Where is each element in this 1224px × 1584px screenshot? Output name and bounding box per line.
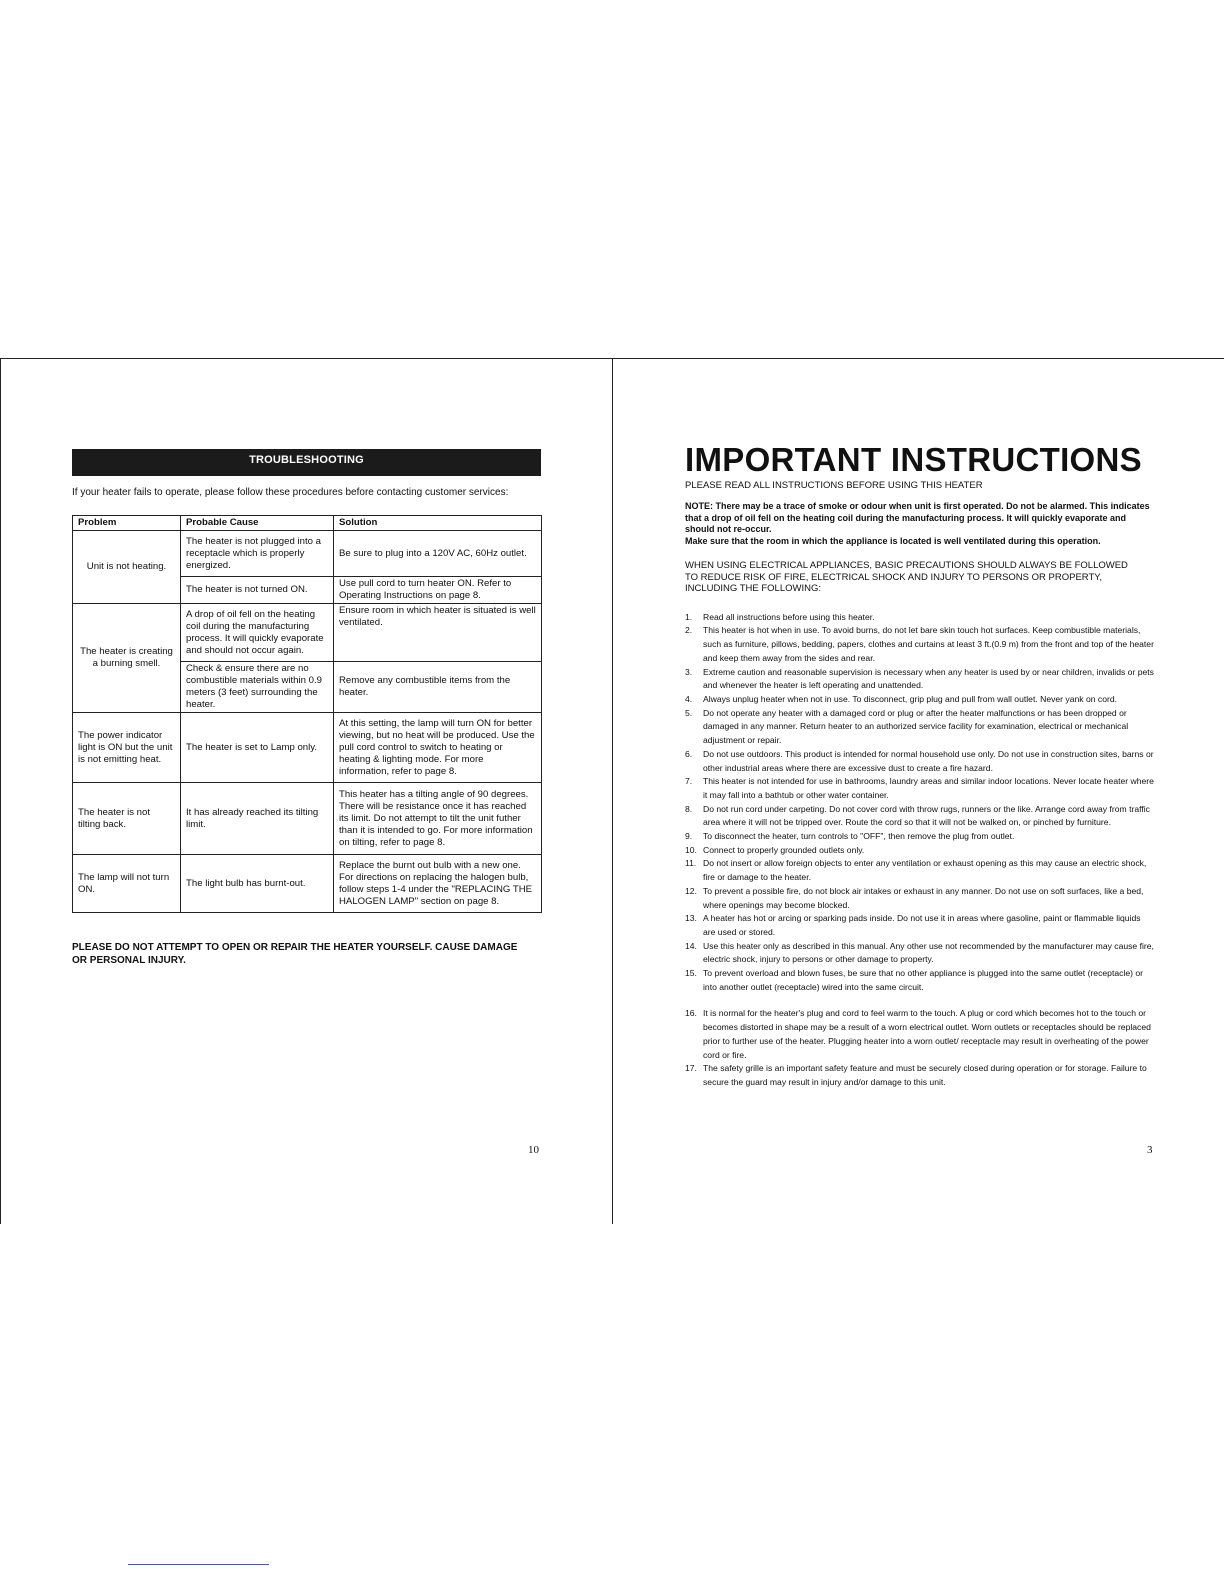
instructions-subtitle: PLEASE READ ALL INSTRUCTIONS BEFORE USING THIS HEATER <box>685 480 983 491</box>
list-item <box>685 1062 1155 1089</box>
list-item-text: Connect to properly grounded outlets only. <box>703 844 865 855</box>
list-item-text: Always unplug heater when not in use. To disconnect, grip plug and pull from wall outlet. Never yank on cord. <box>703 694 1118 704</box>
table-row <box>73 713 542 783</box>
problem-cell: Unit is not heating. <box>73 531 181 604</box>
list-item <box>685 624 1155 665</box>
safety-rules-list <box>685 611 1155 1090</box>
precaution-statement: WHEN USING ELECTRICAL APPLIANCES, BASIC PRECAUTIONS SHOULD ALWAYS BE FOLLOWED TO REDUCE RISK OF FIRE, ELECTRICAL SHOCK AND INJURY TO PERSONS OR PROPERTY, INCLUDING THE FOLLOWING: <box>685 560 1128 595</box>
problem-cell: The heater is creating a burning smell. <box>73 604 181 713</box>
troubleshooting-banner: TROUBLESHOOTING <box>72 449 541 476</box>
list-item-number: 15. <box>685 968 697 979</box>
list-item-number: 17. <box>685 1063 697 1074</box>
repair-warning: PLEASE DO NOT ATTEMPT TO OPEN OR REPAIR THE HEATER YOURSELF. CAUSE DAMAGE OR PERSONAL INJURY. <box>72 942 518 966</box>
table-header-row <box>73 516 542 531</box>
list-item <box>685 967 1155 994</box>
list-item-number: 12. <box>685 885 697 896</box>
list-item-text: To disconnect the heater, turn controls to "OFF", then remove the plug from outlet. <box>703 831 1015 842</box>
solution-cell: Remove any combustible items from the heater. <box>334 662 542 713</box>
list-item-number: 6. <box>685 748 693 759</box>
list-item <box>685 885 1155 912</box>
cause-cell: It has already reached its tilting limit. <box>181 783 334 855</box>
list-item <box>685 666 1155 693</box>
table-row <box>73 855 542 913</box>
troubleshooting-intro: If your heater fails to operate, please follow these procedures before contacting customer services: <box>72 487 509 498</box>
table-row <box>73 604 542 662</box>
header-cause: Probable Cause <box>181 516 334 531</box>
list-item-text: To prevent a possible fire, do not block air intakes or exhaust in any manner. Do not use on soft surfaces, like a bed, where openings may become blocked. <box>703 885 1144 910</box>
ventilation-note-text: Make sure that the room in which the appliance is located is well ventilated during this operation. <box>685 535 1101 546</box>
page-number-right: 3 <box>1147 1144 1153 1156</box>
solution-cell: Ensure room in which heater is situated is well ventilated. <box>334 604 542 662</box>
cause-cell: The light bulb has burnt-out. <box>181 855 334 913</box>
page-divider <box>612 358 613 1224</box>
list-item <box>685 844 1155 858</box>
list-item-text: It is normal for the heater's plug and cord to feel warm to the touch. A plug or cord which becomes hot to the touch or becomes distorted in shape may be a result of a worn electrical outlet. Worn outlets or receptacles should be replaced prior to further use of the heater. Plugging heater into a worn outlet/ receptacle may result in overheating of the power cord or fire. <box>703 1008 1151 1060</box>
problem-cell: The lamp will not turn ON. <box>73 855 181 913</box>
bottom-link-underline <box>128 1564 269 1565</box>
list-item-number: 13. <box>685 913 697 924</box>
smoke-note <box>685 501 1155 547</box>
list-item-text: To prevent overload and blown fuses, be sure that no other appliance is plugged into the same outlet (receptacle) or into another outlet (receptacle) wired into the same circuit. <box>703 968 1143 992</box>
list-item <box>685 707 1155 748</box>
solution-cell: This heater has a tilting angle of 90 degrees. There will be resistance once it has reached its limit. Do not attempt to tilt the unit futher than it is intended to go. For more information on tilting, refer to page 8. <box>334 783 542 855</box>
list-item-number: 5. <box>685 707 693 718</box>
list-item <box>685 693 1155 707</box>
list-item-number: 4. <box>685 694 693 704</box>
list-item-text: This heater is hot when in use. To avoid burns, do not let bare skin touch hot surfaces. Keep combustible materials, such as furniture, pillows, bedding, papers, clothes and curtains at least 3 ft.(0.9 m) from the front and top of the heater and keep them away from the sides and rear. <box>703 625 1154 663</box>
list-item <box>685 940 1155 967</box>
list-item-text: Extreme caution and reasonable supervision is necessary when any heater is used by or near children, invalids or pets and whenever the heater is left operating and unattended. <box>703 666 1154 691</box>
cause-cell: The heater is not turned ON. <box>181 577 334 604</box>
instructions-page <box>685 441 1155 1090</box>
solution-cell: Be sure to plug into a 120V AC, 60Hz outlet. <box>334 531 542 577</box>
list-item <box>685 748 1155 775</box>
header-solution: Solution <box>334 516 542 531</box>
left-page-border <box>0 358 1 1224</box>
list-item <box>685 857 1155 884</box>
list-item <box>685 830 1155 844</box>
cause-cell: The heater is not plugged into a receptacle which is properly energized. <box>181 531 334 577</box>
list-item-number: 8. <box>685 803 693 814</box>
header-problem: Problem <box>73 516 181 531</box>
list-item-text: Do not run cord under carpeting. Do not cover cord with throw rugs, runners or the like. Arrange cord away from traffic area where it will not be tripped over. Route the cord so that it will not be walked on, or pinched by furniture. <box>703 803 1150 828</box>
list-item-number: 3. <box>685 666 693 677</box>
problem-cell: The heater is not tilting back. <box>73 783 181 855</box>
list-item-number: 1. <box>685 611 693 622</box>
list-item-text: The safety grille is an important safety feature and must be securely closed during operation or for storage. Failure to secure the guard may result in injury and/or damage to this unit. <box>703 1063 1147 1087</box>
smoke-note-text: NOTE: There may be a trace of smoke or odour when unit is first operated. Do not be alarmed. This indicates that a drop of oil fell on the heating coil during the manufacturing process. It will quickly evaporate and should not re-occur. <box>685 501 1150 534</box>
list-item-number: 16. <box>685 1008 697 1019</box>
list-item-number: 10. <box>685 844 697 855</box>
table-row <box>73 531 542 577</box>
list-item <box>685 912 1155 939</box>
list-item-number: 14. <box>685 940 697 951</box>
page-number-left: 10 <box>528 1144 539 1156</box>
instructions-title: IMPORTANT INSTRUCTIONS <box>685 441 1142 478</box>
list-item-number: 7. <box>685 776 693 787</box>
list-item-text: Do not insert or allow foreign objects to enter any ventilation or exhaust opening as this may cause an electric shock, fire or damage to the heater. <box>703 858 1147 883</box>
problem-cell: The power indicator light is ON but the unit is not emitting heat. <box>73 713 181 783</box>
list-item-text: Do not operate any heater with a damaged cord or plug or after the heater malfunctions or has been dropped or damaged in any manner. Return heater to an authorized service facility for examination, electrical or mechanical adjustment or repair. <box>703 707 1129 746</box>
solution-cell: At this setting, the lamp will turn ON for better viewing, but no heat will be produced. Use the pull cord control to switch to heating or heating & lighting mode. For more information, refer to page 8. <box>334 713 542 783</box>
troubleshooting-table <box>72 515 542 913</box>
list-item <box>685 611 1155 625</box>
list-item-text: Do not use outdoors. This product is intended for normal household use only. Do not use in construction sites, barns or other industrial areas where there are excessive dust to create a fire hazard. <box>703 748 1154 773</box>
table-row <box>73 783 542 855</box>
solution-cell: Use pull cord to turn heater ON. Refer to Operating Instructions on page 8. <box>334 577 542 604</box>
list-item-text: Read all instructions before using this heater. <box>703 611 875 622</box>
cause-cell: Check & ensure there are no combustible materials within 0.9 meters (3 feet) surrounding the heater. <box>181 662 334 713</box>
list-item <box>685 1007 1155 1062</box>
solution-cell: Replace the burnt out bulb with a new one. For directions on replacing the halogen bulb, follow steps 1-4 under the "REPLACING THE HALOGEN LAMP" section on page 8. <box>334 855 542 913</box>
cause-cell: The heater is set to Lamp only. <box>181 713 334 783</box>
list-item-number: 2. <box>685 625 693 636</box>
list-item-text: A heater has hot or arcing or sparking pads inside. Do not use it in areas where gasoline, paint or flammable liquids are used or stored. <box>703 913 1141 937</box>
troubleshooting-page <box>72 449 541 967</box>
list-item <box>685 775 1155 802</box>
cause-cell: A drop of oil fell on the heating coil during the manufacturing process. It will quickly evaporate and should not occur again. <box>181 604 334 662</box>
list-item-number: 9. <box>685 831 693 842</box>
list-item-number: 11. <box>685 858 697 869</box>
list-item <box>685 803 1155 830</box>
list-item-text: This heater is not intended for use in bathrooms, laundry areas and similar indoor locations. Never locate heater where it may fall into a bathtub or other water container. <box>703 776 1154 800</box>
list-item-text: Use this heater only as described in this manual. Any other use not recommended by the manufacturer may cause fire, electric shock, injury to persons or other damage to property. <box>703 940 1154 965</box>
